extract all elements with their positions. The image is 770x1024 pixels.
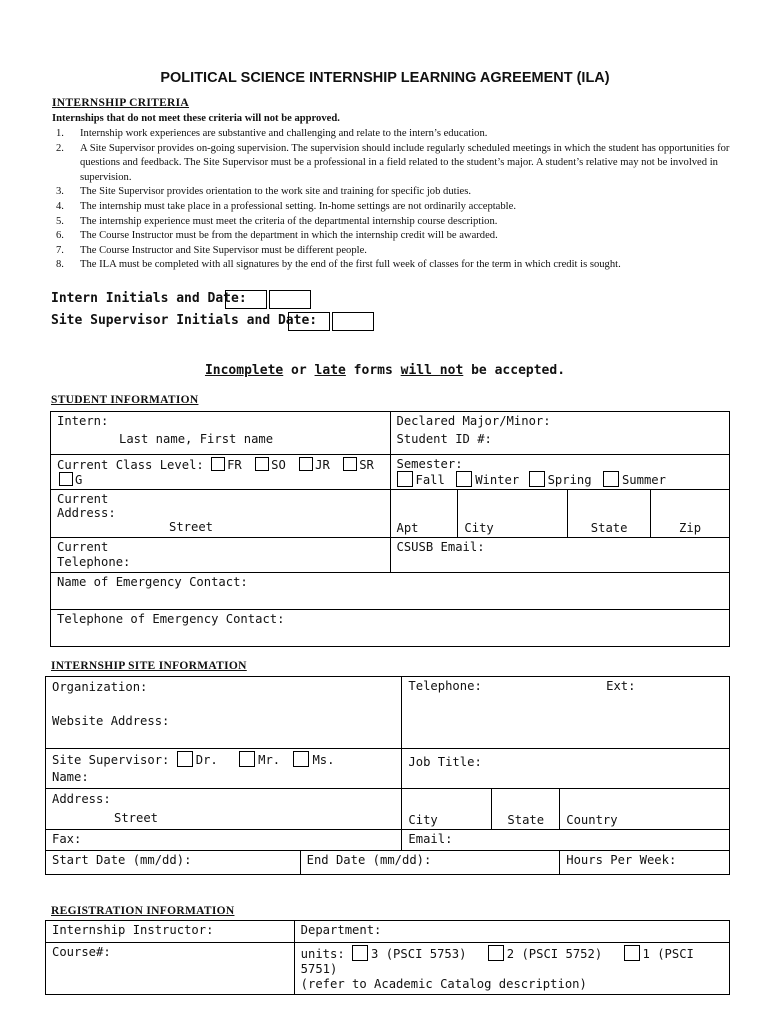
city-hint: City — [464, 521, 494, 535]
checkbox-ms[interactable] — [293, 751, 309, 767]
intern-date-input[interactable] — [269, 290, 311, 309]
email-label: CSUSB Email: — [396, 540, 485, 554]
hours-field[interactable] — [560, 851, 730, 875]
level-label: G — [75, 473, 83, 487]
term-label: Winter — [475, 473, 520, 487]
term-label: Summer — [621, 473, 666, 487]
item-text: The Course Instructor must be from the department in which the internship credit will be awarded. — [80, 230, 498, 242]
site-address-field[interactable] — [46, 789, 402, 830]
checkbox-fr[interactable] — [211, 457, 225, 471]
checkbox-3-units[interactable] — [352, 945, 368, 961]
criteria-item — [52, 215, 732, 230]
site-email-field[interactable] — [402, 830, 730, 851]
title-label: Dr. — [195, 753, 218, 767]
address-label: Current — [57, 492, 109, 506]
state-hint: State — [507, 813, 545, 827]
emergency-phone-label: Telephone of Emergency Contact: — [57, 612, 285, 626]
criteria-item — [52, 127, 732, 142]
unit-option-label: 2 (PSCI 5752) — [506, 947, 603, 961]
major-id-field[interactable] — [390, 412, 730, 455]
intern-label: Intern: — [57, 414, 109, 428]
criteria-list — [52, 127, 732, 273]
site-telephone-field[interactable] — [402, 677, 730, 749]
job-title-field[interactable] — [402, 749, 730, 789]
warning-part: late — [314, 363, 346, 378]
item-number: 2. — [56, 142, 64, 154]
registration-table — [45, 920, 730, 995]
item-text: The Site Supervisor provides orientation to the work site and training for specific job duties. — [80, 186, 472, 198]
checkbox-fall[interactable] — [397, 471, 413, 487]
emergency-contact-label: Name of Emergency Contact: — [57, 575, 248, 589]
level-label: SO — [271, 458, 286, 472]
checkbox-2-units[interactable] — [488, 945, 504, 961]
item-number: 5. — [56, 215, 64, 227]
site-supervisor-label: Site Supervisor: — [52, 753, 170, 767]
telephone-field[interactable] — [51, 538, 391, 573]
instructor-field[interactable] — [46, 921, 295, 943]
warning-part: will not — [400, 363, 464, 378]
site-email-label: Email: — [408, 832, 453, 846]
checkbox-1-unit[interactable] — [624, 945, 640, 961]
city-hint: City — [408, 813, 438, 827]
checkbox-summer[interactable] — [603, 471, 619, 487]
term-label: Fall — [415, 473, 445, 487]
site-telephone-label: Telephone: — [408, 679, 482, 693]
semester-field — [390, 455, 730, 490]
student-id-label: Student ID #: — [396, 432, 492, 446]
unit-option-label: 3 (PSCI 5753) — [371, 947, 467, 961]
apt-field[interactable] — [390, 490, 458, 538]
supervisor-initials-label: Site Supervisor Initials and Date: — [51, 313, 318, 328]
address-label: Address: — [57, 506, 116, 520]
warning-part: or — [283, 363, 315, 378]
checkbox-g[interactable] — [59, 472, 73, 486]
site-address-label: Address: — [52, 792, 111, 806]
checkbox-jr[interactable] — [299, 457, 313, 471]
criteria-item — [52, 258, 732, 273]
level-label: JR — [315, 458, 330, 472]
units-label: units: — [300, 947, 345, 961]
checkbox-so[interactable] — [255, 457, 269, 471]
fax-field[interactable] — [46, 830, 402, 851]
street-hint: Street — [169, 520, 214, 534]
warning-part: Incomplete — [204, 363, 284, 378]
department-field[interactable] — [294, 921, 729, 943]
zip-hint: Zip — [679, 521, 702, 535]
end-date-label: End Date (mm/dd): — [306, 853, 432, 867]
start-date-field[interactable] — [46, 851, 301, 875]
warning-part: forms — [345, 363, 401, 378]
class-level-field — [51, 455, 391, 490]
title-label: Ms. — [312, 753, 335, 767]
item-text: Internship work experiences are substantive and challenging and relate to the intern’s education. — [80, 128, 488, 139]
supervisor-name-label: Name: — [52, 770, 89, 784]
student-info-heading: STUDENT INFORMATION — [51, 394, 199, 406]
site-info-heading: INTERNSHIP SITE INFORMATION — [51, 660, 247, 672]
telephone-label: Telephone: — [57, 555, 131, 569]
item-text: The ILA must be completed with all signatures by the end of the first full week of classes for the term in which credit is sought. — [80, 259, 621, 271]
department-label: Department: — [300, 923, 382, 937]
criteria-item — [52, 142, 732, 186]
page-title: POLITICAL SCIENCE INTERNSHIP LEARNING AGREEMENT (ILA) — [160, 70, 610, 86]
warning-part: be accepted. — [463, 363, 566, 378]
job-title-label: Job Title: — [408, 755, 482, 769]
item-number: 3. — [56, 186, 64, 198]
country-hint: Country — [566, 813, 618, 827]
student-info-table — [50, 411, 730, 647]
item-text: The Course Instructor and Site Supervisor must be different people. — [80, 244, 367, 256]
intern-name-field[interactable] — [51, 412, 391, 455]
zip-field[interactable] — [651, 490, 730, 538]
email-field[interactable] — [390, 538, 730, 573]
website-label: Website Address: — [52, 714, 170, 728]
catalog-note: (refer to Academic Catalog description) — [300, 977, 587, 991]
site-state-field[interactable] — [492, 789, 560, 830]
apt-hint: Apt — [396, 521, 419, 535]
state-field[interactable] — [568, 490, 651, 538]
site-supervisor-field[interactable] — [46, 749, 402, 789]
city-field[interactable] — [458, 490, 568, 538]
street-hint: Street — [114, 811, 159, 825]
item-number: 1. — [56, 128, 64, 139]
checkbox-dr[interactable] — [177, 751, 193, 767]
units-field — [294, 943, 729, 995]
supervisor-date-input[interactable] — [332, 312, 374, 331]
intern-initials-label: Intern Initials and Date: — [51, 291, 247, 306]
checkbox-mr[interactable] — [239, 751, 255, 767]
registration-heading: REGISTRATION INFORMATION — [51, 905, 235, 917]
checkbox-sr[interactable] — [343, 457, 357, 471]
hours-label: Hours Per Week: — [566, 853, 677, 867]
intern-initials-input[interactable] — [225, 290, 267, 309]
level-label: SR — [359, 458, 374, 472]
checkbox-spring[interactable] — [529, 471, 545, 487]
instructor-label: Internship Instructor: — [52, 923, 214, 937]
item-text: The internship must take place in a professional setting. In-home settings are not ordinarily acceptable. — [80, 200, 516, 212]
item-text: The internship experience must meet the criteria of the departmental internship course description. — [80, 215, 498, 227]
emergency-contact-field[interactable] — [51, 573, 730, 610]
emergency-phone-field[interactable] — [51, 610, 730, 647]
major-label: Declared Major/Minor: — [396, 414, 551, 428]
telephone-label: Current — [57, 540, 109, 554]
late-forms-warning — [0, 363, 770, 378]
level-label: FR — [227, 458, 242, 472]
site-country-field[interactable] — [560, 789, 730, 830]
criteria-subheading: Internships that do not meet these criteria will not be approved. — [52, 113, 340, 124]
term-label: Spring — [547, 473, 592, 487]
ext-label: Ext: — [606, 679, 636, 693]
site-city-field[interactable] — [402, 789, 492, 830]
end-date-field[interactable] — [300, 851, 560, 875]
checkbox-winter[interactable] — [456, 471, 472, 487]
name-hint: Last name, First name — [119, 432, 274, 446]
item-text: A Site Supervisor provides on-going supervision. The supervision should include regularly scheduled meetings in which the student has opportunities for questions and feedback. The Site Supervisor must be a professional in a field related to the student’s major. A student’s relative may not be involved in supervision. — [80, 142, 730, 183]
organization-field[interactable] — [46, 677, 402, 749]
item-number: 7. — [56, 244, 64, 256]
title-label: Mr. — [258, 753, 281, 767]
course-label: Course#: — [52, 945, 111, 959]
site-info-table — [45, 676, 730, 875]
criteria-item — [52, 244, 732, 259]
semester-label: Semester: — [396, 457, 463, 471]
supervisor-initials-input[interactable] — [288, 312, 330, 331]
criteria-item — [52, 229, 732, 244]
state-hint: State — [590, 521, 628, 535]
address-street-field[interactable] — [51, 490, 391, 538]
item-number: 8. — [56, 259, 64, 271]
criteria-item — [52, 185, 732, 200]
item-number: 4. — [56, 200, 64, 212]
criteria-item — [52, 200, 732, 215]
fax-label: Fax: — [52, 832, 82, 846]
organization-label: Organization: — [52, 680, 148, 694]
course-field[interactable] — [46, 943, 295, 995]
unit-option-label: 1 (PSCI 5751) — [300, 947, 694, 976]
class-level-label: Current Class Level: — [57, 458, 204, 472]
criteria-heading: INTERNSHIP CRITERIA — [52, 97, 190, 109]
item-number: 6. — [56, 230, 64, 242]
start-date-label: Start Date (mm/dd): — [52, 853, 192, 867]
